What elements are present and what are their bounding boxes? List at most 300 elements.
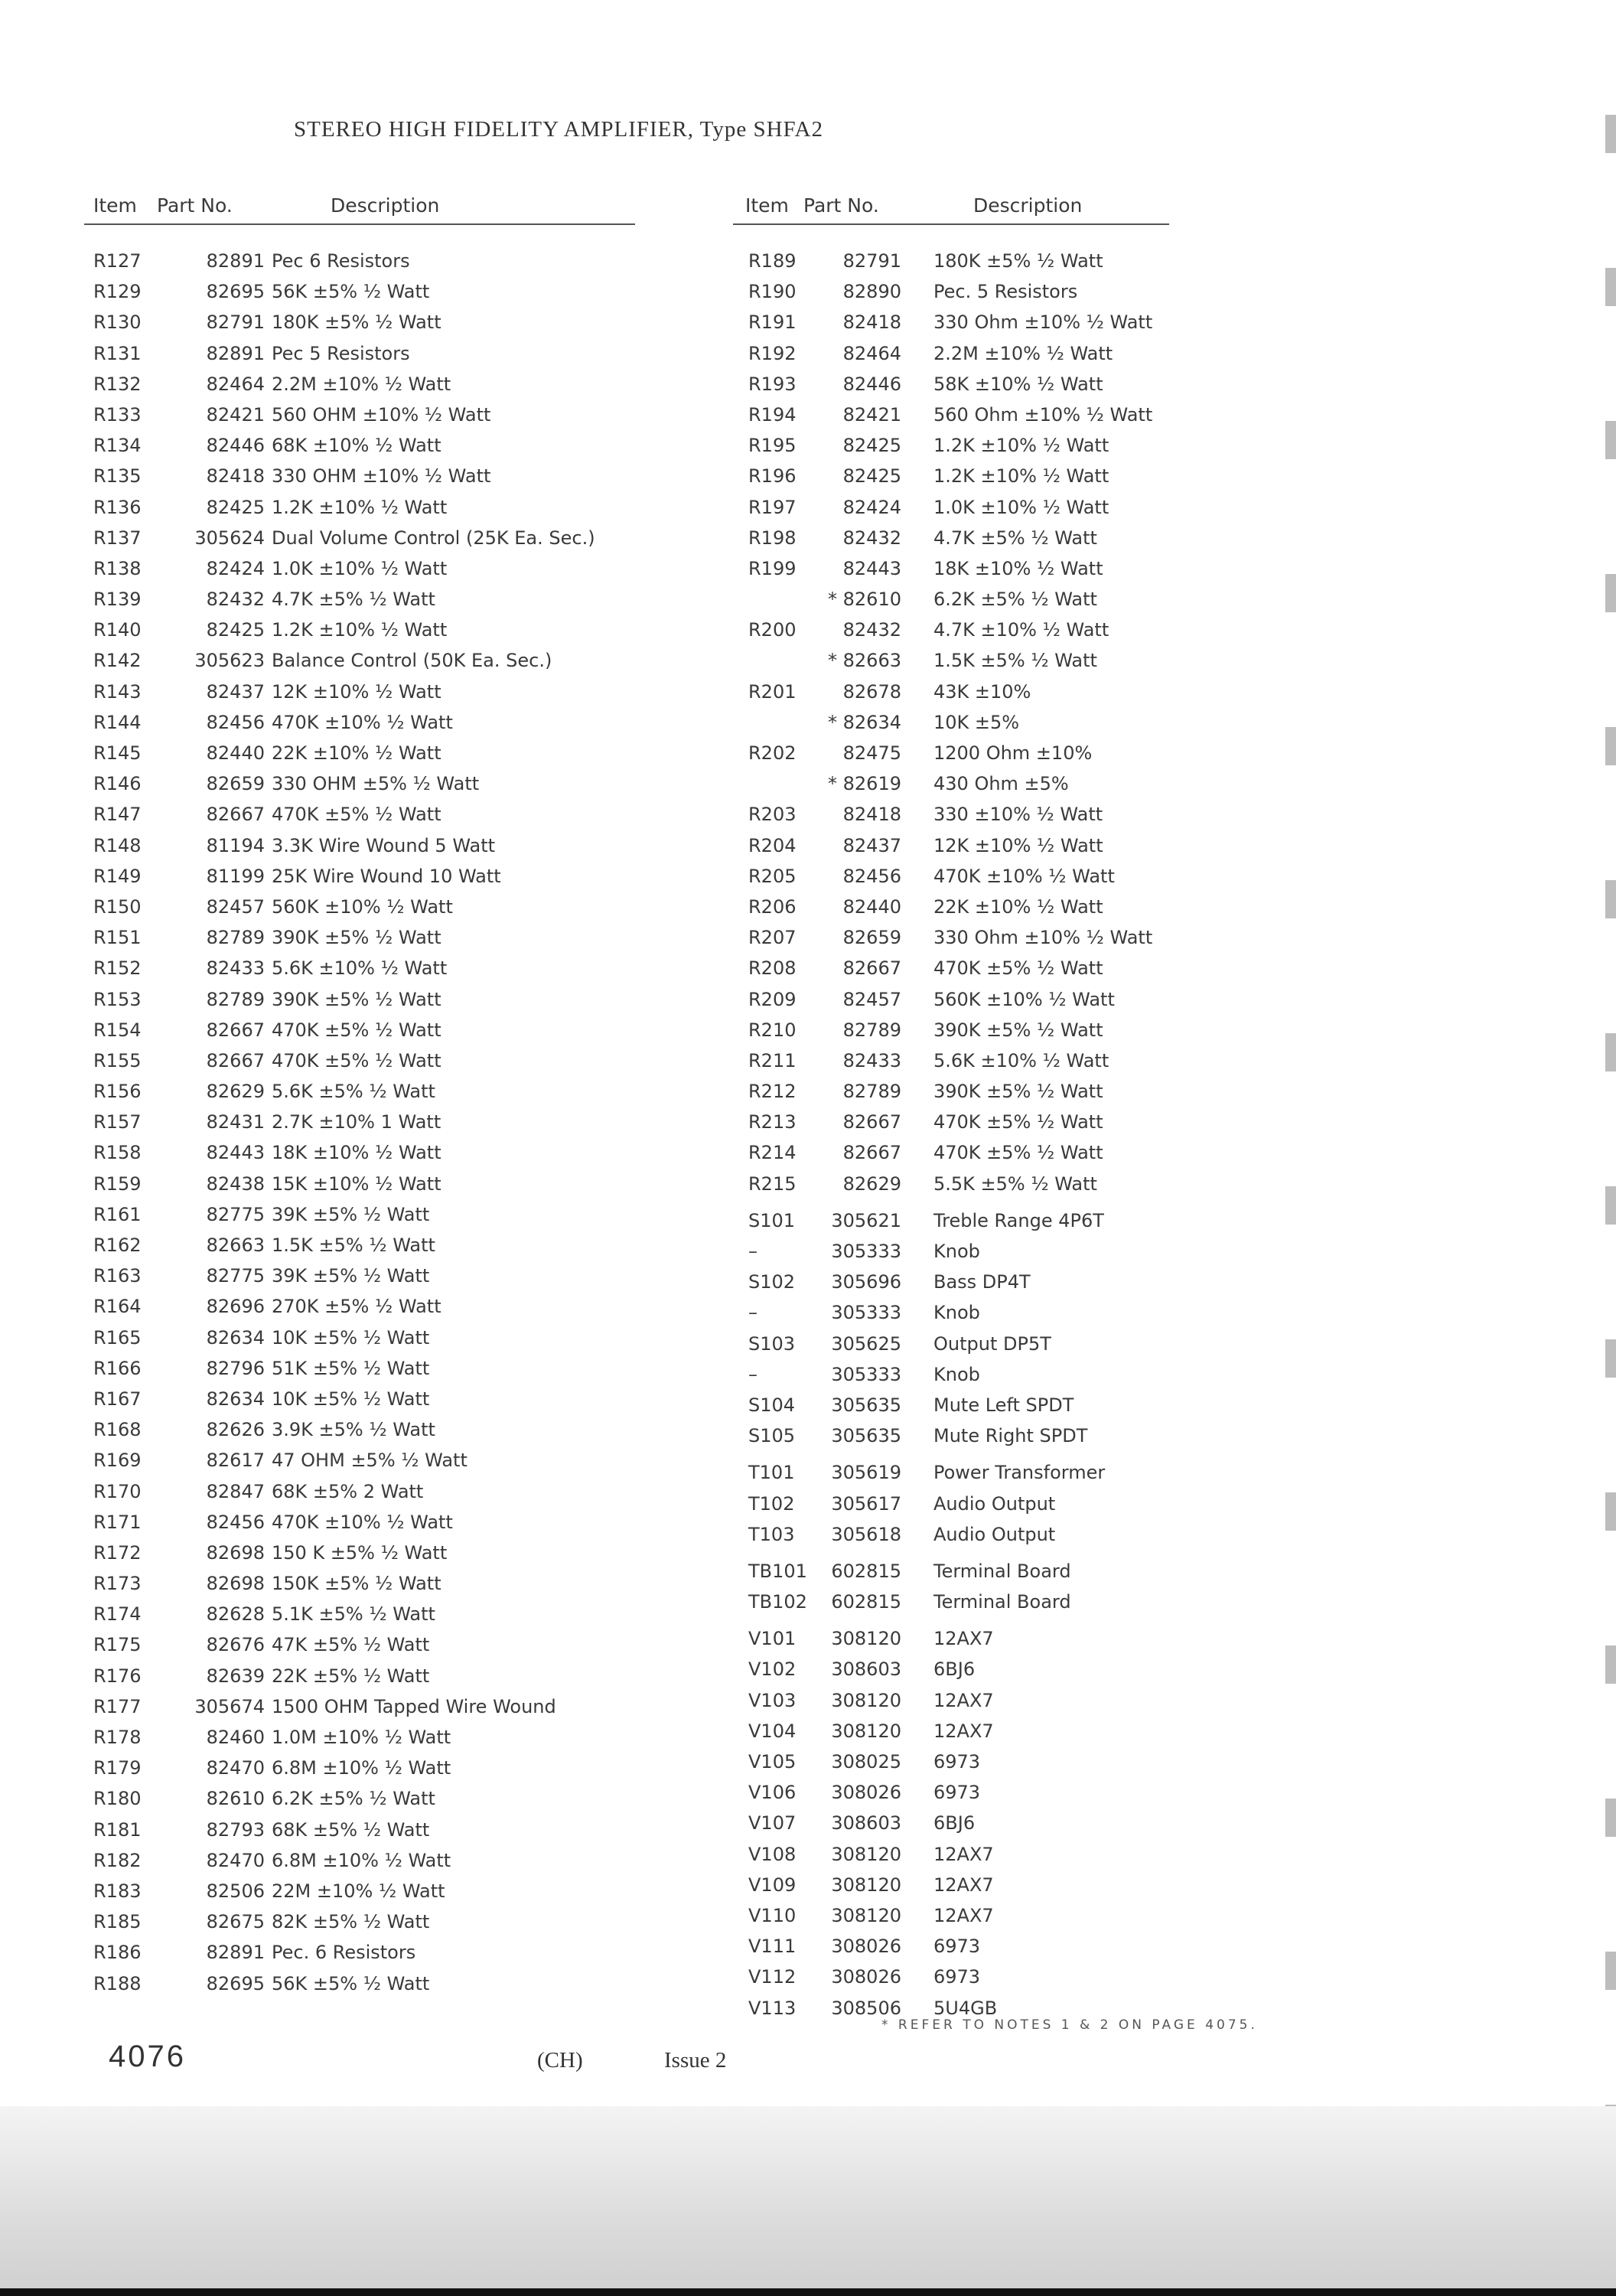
table-row — [733, 1746, 1169, 1776]
item-cell: R196 — [748, 465, 797, 488]
table-row — [733, 1168, 1169, 1199]
description-cell: 22K ±5% ½ Watt — [272, 1665, 430, 1687]
item-cell: S104 — [748, 1394, 796, 1416]
table-row — [733, 798, 1169, 829]
part-no-cell: 82789 — [842, 1081, 901, 1103]
table-row — [84, 1567, 635, 1598]
table-row — [84, 1260, 635, 1290]
description-cell: 1.2K ±10% ½ Watt — [933, 435, 1109, 457]
description-cell: 68K ±5% 2 Watt — [272, 1480, 424, 1502]
description-cell: 12K ±10% ½ Watt — [933, 834, 1103, 856]
item-cell: R136 — [93, 496, 142, 518]
part-no-cell: 82696 — [206, 1296, 265, 1318]
table-row — [733, 553, 1169, 583]
item-cell: R163 — [93, 1265, 142, 1287]
item-cell: V103 — [748, 1689, 797, 1711]
table-row — [84, 1444, 635, 1475]
item-cell: R146 — [93, 773, 142, 795]
part-no-cell: 308603 — [831, 1658, 901, 1681]
item-cell: R205 — [748, 865, 797, 887]
part-no-cell: 82437 — [842, 834, 901, 856]
table-row — [84, 860, 635, 891]
description-cell: 12AX7 — [933, 1720, 994, 1742]
table-row — [733, 1518, 1169, 1549]
table-row — [84, 1199, 635, 1229]
table-row — [733, 306, 1169, 337]
part-no-cell: 305618 — [831, 1523, 901, 1545]
description-cell: 82K ±5% ½ Watt — [272, 1911, 430, 1933]
part-no-cell: 305635 — [831, 1394, 901, 1416]
part-no-cell: 82667 — [842, 1111, 901, 1133]
part-no-cell: * 82619 — [828, 773, 901, 795]
item-cell: R162 — [93, 1234, 142, 1256]
part-no-cell: 82675 — [206, 1911, 265, 1933]
item-cell: R185 — [93, 1911, 142, 1933]
item-cell: V109 — [748, 1874, 797, 1896]
table-row — [84, 676, 635, 706]
description-cell: 47 OHM ±5% ½ Watt — [272, 1450, 468, 1472]
table-row — [84, 1598, 635, 1629]
item-cell: V111 — [748, 1936, 797, 1958]
part-no-cell: 82663 — [206, 1234, 265, 1256]
table-row — [733, 1456, 1169, 1487]
description-cell: 4.7K ±10% ½ Watt — [933, 619, 1109, 641]
part-no-cell: 305619 — [831, 1462, 901, 1484]
description-cell: Treble Range 4P6T — [933, 1209, 1104, 1231]
description-cell: Terminal Board — [933, 1591, 1071, 1613]
description-cell: 330 OHM ±10% ½ Watt — [272, 465, 491, 488]
table-row — [84, 1414, 635, 1444]
page-title: STEREO HIGH FIDELITY AMPLIFIER, Type SHFA2 — [294, 117, 823, 142]
description-cell: 68K ±5% ½ Watt — [272, 1818, 430, 1841]
table-row — [733, 368, 1169, 399]
part-no-cell: 308603 — [831, 1812, 901, 1835]
table-row — [84, 1229, 635, 1260]
part-no-cell: 82793 — [206, 1818, 265, 1841]
item-cell: R138 — [93, 557, 142, 579]
part-no-cell: 82698 — [206, 1573, 265, 1595]
table-row — [733, 706, 1169, 737]
item-cell: R140 — [93, 619, 142, 641]
item-cell: R209 — [748, 988, 797, 1010]
part-no-cell: * 82663 — [828, 650, 901, 672]
part-no-cell: 308120 — [831, 1874, 901, 1896]
description-cell: 12AX7 — [933, 1628, 994, 1650]
part-no-cell: 82667 — [206, 1019, 265, 1041]
table-row — [733, 491, 1169, 522]
table-row — [733, 1205, 1169, 1235]
item-cell: R169 — [93, 1450, 142, 1472]
item-cell: R199 — [748, 557, 797, 579]
table-row — [84, 1045, 635, 1075]
description-cell: 560 OHM ±10% ½ Watt — [272, 403, 491, 426]
description-cell: 10K ±5% — [933, 711, 1020, 733]
item-cell: R178 — [93, 1727, 142, 1748]
part-no-cell: 305333 — [831, 1302, 901, 1324]
parts-table-right — [733, 193, 1169, 2023]
part-no-cell: 82667 — [206, 1049, 265, 1071]
table-row — [733, 1900, 1169, 1930]
item-cell: R165 — [93, 1326, 142, 1349]
item-cell: R129 — [93, 281, 142, 303]
description-cell: 1500 OHM Tapped Wire Wound — [272, 1695, 556, 1717]
table-row — [733, 1653, 1169, 1684]
part-no-cell: 82418 — [842, 804, 901, 826]
table-row — [84, 399, 635, 429]
part-no-cell: 602815 — [831, 1591, 901, 1613]
description-cell: 6.2K ±5% ½ Watt — [272, 1788, 435, 1810]
part-no-cell: 82678 — [842, 680, 901, 703]
description-cell: 10K ±5% ½ Watt — [272, 1326, 430, 1349]
part-no-cell: 82425 — [842, 435, 901, 457]
description-cell: 12AX7 — [933, 1843, 994, 1865]
description-cell: 6973 — [933, 1936, 981, 1958]
item-cell: V113 — [748, 1997, 797, 2019]
table-row — [84, 1383, 635, 1414]
table-row — [733, 399, 1169, 429]
description-cell: 390K ±5% ½ Watt — [933, 1081, 1103, 1103]
part-no-cell: 82431 — [206, 1111, 265, 1133]
table-row — [733, 737, 1169, 768]
table-row — [733, 1328, 1169, 1358]
header-part-no: Part No. — [803, 194, 879, 217]
description-cell: 12K ±10% ½ Watt — [272, 680, 441, 703]
part-no-cell: 308120 — [831, 1628, 901, 1650]
part-no-cell: 82890 — [842, 281, 901, 303]
description-cell: 390K ±5% ½ Watt — [272, 927, 441, 949]
table-row — [84, 1968, 635, 1998]
description-cell: Knob — [933, 1363, 980, 1385]
part-no-cell: 82446 — [206, 435, 265, 457]
part-no-cell: * 82610 — [828, 589, 901, 611]
description-cell: 4.7K ±5% ½ Watt — [933, 527, 1097, 549]
table-row — [84, 1629, 635, 1659]
table-row — [733, 1137, 1169, 1167]
item-cell: R208 — [748, 957, 797, 980]
item-cell: V105 — [748, 1751, 797, 1773]
table-row — [733, 1807, 1169, 1838]
item-cell: R211 — [748, 1049, 797, 1071]
item-cell: V110 — [748, 1904, 797, 1926]
table-row — [84, 706, 635, 737]
description-cell: 1.5K ±5% ½ Watt — [933, 650, 1097, 672]
description-cell: 6.8M ±10% ½ Watt — [272, 1849, 451, 1871]
table-row — [84, 798, 635, 829]
item-cell: S105 — [748, 1425, 796, 1447]
table-header — [733, 193, 1169, 225]
part-no-cell: 82424 — [206, 557, 265, 579]
item-cell: R198 — [748, 527, 797, 549]
description-cell: 1.0K ±10% ½ Watt — [933, 496, 1109, 518]
description-cell: 51K ±5% ½ Watt — [272, 1357, 430, 1379]
description-cell: 470K ±10% ½ Watt — [933, 865, 1115, 887]
item-cell: R154 — [93, 1019, 142, 1041]
part-no-cell: 308506 — [831, 1997, 901, 2019]
description-cell: 22K ±10% ½ Watt — [933, 895, 1103, 918]
part-no-cell: 82659 — [842, 927, 901, 949]
part-no-cell: 82891 — [206, 342, 265, 364]
description-cell: 12AX7 — [933, 1689, 994, 1711]
item-cell: R170 — [93, 1480, 142, 1502]
table-row — [84, 1106, 635, 1137]
table-row — [84, 1476, 635, 1506]
item-cell: T103 — [748, 1523, 795, 1545]
table-row — [84, 768, 635, 798]
part-no-cell: 82438 — [206, 1172, 265, 1195]
item-cell: R147 — [93, 804, 142, 826]
table-row — [84, 1721, 635, 1752]
part-no-cell: 82440 — [842, 895, 901, 918]
part-no-cell: 308025 — [831, 1751, 901, 1773]
table-row — [84, 276, 635, 306]
description-cell: 390K ±5% ½ Watt — [272, 988, 441, 1010]
part-no-cell: 308120 — [831, 1904, 901, 1926]
item-cell: R171 — [93, 1511, 142, 1533]
table-row — [733, 1014, 1169, 1045]
item-cell: – — [748, 1363, 758, 1385]
description-cell: 1.5K ±5% ½ Watt — [272, 1234, 435, 1256]
table-row — [733, 276, 1169, 306]
item-cell: R151 — [93, 927, 142, 949]
item-cell: R173 — [93, 1573, 142, 1595]
item-cell: R200 — [748, 619, 797, 641]
part-no-cell: 82464 — [206, 373, 265, 395]
item-cell: R155 — [93, 1049, 142, 1071]
table-row — [84, 983, 635, 1014]
description-cell: Output DP5T — [933, 1332, 1051, 1355]
part-no-cell: 308120 — [831, 1720, 901, 1742]
item-cell: R168 — [93, 1419, 142, 1441]
description-cell: 22K ±10% ½ Watt — [272, 742, 441, 764]
part-no-cell: 82418 — [206, 465, 265, 488]
part-no-cell: 82475 — [842, 742, 901, 764]
item-cell: R131 — [93, 342, 142, 364]
part-no-cell: 82456 — [206, 1511, 265, 1533]
table-row — [733, 460, 1169, 491]
table-row — [84, 830, 635, 860]
description-cell: Audio Output — [933, 1492, 1056, 1515]
item-cell: R179 — [93, 1757, 142, 1779]
description-cell: 10K ±5% ½ Watt — [272, 1388, 430, 1410]
part-no-cell: 82433 — [842, 1049, 901, 1071]
description-cell: 330 OHM ±5% ½ Watt — [272, 773, 480, 795]
table-row — [84, 522, 635, 553]
item-cell: R183 — [93, 1880, 142, 1902]
scan-bottom-bar — [0, 2288, 1616, 2296]
part-no-cell: 305621 — [831, 1209, 901, 1231]
item-cell: R176 — [93, 1665, 142, 1687]
table-row — [84, 921, 635, 952]
table-row — [733, 1266, 1169, 1296]
item-cell: R152 — [93, 957, 142, 980]
table-row — [84, 737, 635, 768]
table-row — [733, 1555, 1169, 1586]
table-header — [84, 193, 635, 225]
table-row — [84, 1537, 635, 1567]
part-no-cell: 308026 — [831, 1782, 901, 1804]
description-cell: 12AX7 — [933, 1874, 994, 1896]
item-cell: R207 — [748, 927, 797, 949]
table-row — [733, 644, 1169, 675]
table-row — [733, 429, 1169, 460]
item-cell: R189 — [748, 250, 797, 272]
part-no-cell: 82891 — [206, 250, 265, 272]
part-no-cell: 308026 — [831, 1966, 901, 1988]
item-cell: R153 — [93, 988, 142, 1010]
item-cell: R132 — [93, 373, 142, 395]
part-no-cell: 82418 — [842, 311, 901, 334]
table-row — [733, 921, 1169, 952]
table-row — [733, 583, 1169, 614]
description-cell: 330 Ohm ±10% ½ Watt — [933, 311, 1153, 334]
table-row — [84, 1506, 635, 1537]
part-no-cell: 82421 — [206, 403, 265, 426]
item-cell: S101 — [748, 1209, 796, 1231]
description-cell: 5U4GB — [933, 1997, 998, 2019]
description-cell: 560K ±10% ½ Watt — [933, 988, 1115, 1010]
part-no-cell: 82446 — [842, 373, 901, 395]
part-no-cell: 82425 — [842, 465, 901, 488]
item-cell: R156 — [93, 1081, 142, 1103]
description-cell: 470K ±5% ½ Watt — [272, 804, 441, 826]
description-cell: 56K ±5% ½ Watt — [272, 281, 430, 303]
table-row — [84, 368, 635, 399]
table-row — [84, 1075, 635, 1106]
item-cell: R135 — [93, 465, 142, 488]
item-cell: R164 — [93, 1296, 142, 1318]
table-row — [733, 1961, 1169, 1991]
description-cell: 12AX7 — [933, 1904, 994, 1926]
table-row — [84, 338, 635, 368]
table-row — [733, 1358, 1169, 1389]
description-cell: 330 Ohm ±10% ½ Watt — [933, 927, 1153, 949]
part-no-cell: 82432 — [842, 619, 901, 641]
description-cell: Knob — [933, 1302, 980, 1324]
part-no-cell: 82667 — [206, 804, 265, 826]
table-row — [733, 830, 1169, 860]
description-cell: Dual Volume Control (25K Ea. Sec.) — [272, 527, 595, 549]
part-no-cell: 82443 — [206, 1142, 265, 1164]
item-cell: V101 — [748, 1628, 797, 1650]
part-no-cell: 305696 — [831, 1271, 901, 1293]
table-row — [733, 1045, 1169, 1075]
item-cell: R201 — [748, 680, 797, 703]
part-no-cell: 82698 — [206, 1541, 265, 1564]
item-cell: S102 — [748, 1271, 796, 1293]
footer-code: (CH) — [537, 2048, 583, 2073]
description-cell: 390K ±5% ½ Watt — [933, 1019, 1103, 1041]
part-no-cell: 82789 — [206, 927, 265, 949]
part-no-cell: 82629 — [206, 1081, 265, 1103]
item-cell: R202 — [748, 742, 797, 764]
part-no-cell: 305333 — [831, 1363, 901, 1385]
item-cell: V106 — [748, 1782, 797, 1804]
description-cell: 18K ±10% ½ Watt — [272, 1142, 441, 1164]
table-row — [84, 1322, 635, 1352]
header-description: Description — [973, 194, 1083, 217]
table-row — [733, 1869, 1169, 1900]
footer-issue: Issue 2 — [664, 2048, 727, 2073]
description-cell: Pec. 6 Resistors — [272, 1942, 416, 1964]
description-cell: 6BJ6 — [933, 1812, 976, 1835]
item-cell: V104 — [748, 1720, 797, 1742]
table-row — [733, 1776, 1169, 1807]
part-no-cell: 82425 — [206, 496, 265, 518]
item-cell: R137 — [93, 527, 142, 549]
part-no-cell: 82775 — [206, 1265, 265, 1287]
table-row — [733, 338, 1169, 368]
item-cell: R195 — [748, 435, 797, 457]
part-no-cell: 82443 — [842, 557, 901, 579]
description-cell: 1.2K ±10% ½ Watt — [272, 496, 448, 518]
description-cell: 150 K ±5% ½ Watt — [272, 1541, 448, 1564]
part-no-cell: 82432 — [842, 527, 901, 549]
table-row — [733, 1420, 1169, 1450]
description-cell: 18K ±10% ½ Watt — [933, 557, 1103, 579]
part-no-cell: 82695 — [206, 1972, 265, 1994]
part-no-cell: 82433 — [206, 957, 265, 980]
description-cell: 470K ±5% ½ Watt — [933, 957, 1103, 980]
item-cell: R127 — [93, 250, 142, 272]
description-cell: 470K ±5% ½ Watt — [272, 1019, 441, 1041]
header-description: Description — [331, 194, 440, 217]
part-no-cell: * 82634 — [828, 711, 901, 733]
part-no-cell: 82432 — [206, 589, 265, 611]
description-cell: 39K ±5% ½ Watt — [272, 1265, 430, 1287]
item-cell: R161 — [93, 1203, 142, 1225]
table-row — [733, 1389, 1169, 1420]
part-no-cell: 308120 — [831, 1689, 901, 1711]
description-cell: 1200 Ohm ±10% — [933, 742, 1093, 764]
description-cell: 270K ±5% ½ Watt — [272, 1296, 441, 1318]
part-no-cell: 81199 — [206, 865, 265, 887]
item-cell: R144 — [93, 711, 142, 733]
item-cell: S103 — [748, 1332, 796, 1355]
description-cell: 2.7K ±10% 1 Watt — [272, 1111, 441, 1133]
item-cell: R186 — [93, 1942, 142, 1964]
item-cell: R133 — [93, 403, 142, 426]
description-cell: 5.5K ±5% ½ Watt — [933, 1172, 1097, 1195]
table-row — [84, 614, 635, 644]
part-no-cell: 82506 — [206, 1880, 265, 1902]
description-cell: Balance Control (50K Ea. Sec.) — [272, 650, 552, 672]
description-cell: 58K ±10% ½ Watt — [933, 373, 1103, 395]
part-no-cell: 82639 — [206, 1665, 265, 1687]
part-no-cell: 82470 — [206, 1849, 265, 1871]
description-cell: 1.2K ±10% ½ Watt — [933, 465, 1109, 488]
part-no-cell: 82891 — [206, 1942, 265, 1964]
table-row — [733, 614, 1169, 644]
table-row — [733, 1930, 1169, 1961]
description-cell: 4.7K ±5% ½ Watt — [272, 589, 435, 611]
part-no-cell: 82634 — [206, 1388, 265, 1410]
table-row — [84, 245, 635, 276]
part-no-cell: 82470 — [206, 1757, 265, 1779]
description-cell: Pec. 5 Resistors — [933, 281, 1078, 303]
part-no-cell: 82456 — [842, 865, 901, 887]
description-cell: 560K ±10% ½ Watt — [272, 895, 453, 918]
part-no-cell: 305635 — [831, 1425, 901, 1447]
description-cell: 5.6K ±10% ½ Watt — [272, 957, 448, 980]
item-cell: R150 — [93, 895, 142, 918]
item-cell: R149 — [93, 865, 142, 887]
description-cell: 5.1K ±5% ½ Watt — [272, 1603, 435, 1626]
part-no-cell: 82791 — [206, 311, 265, 334]
part-no-cell: 82425 — [206, 619, 265, 641]
table-row — [84, 1352, 635, 1383]
table-row — [84, 891, 635, 921]
table-row — [84, 553, 635, 583]
